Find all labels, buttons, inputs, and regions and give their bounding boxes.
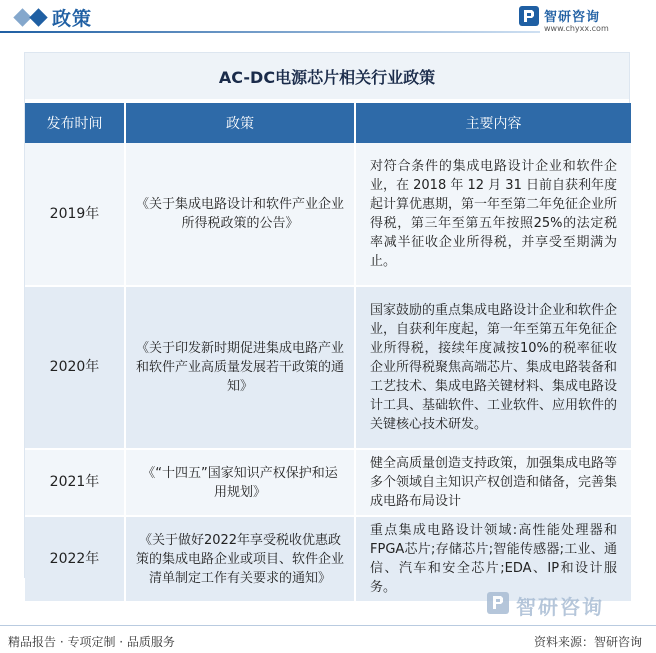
brand-url: www.chyxx.com: [544, 24, 609, 33]
table-header-row: [25, 103, 631, 143]
row-content: 对符合条件的集成电路设计企业和软件企业，在 2018 年 12 月 31 日前自获利年度起计算优惠期，第一年至第二年免征企业所得税，第三年至第五年按照25%的法定税率减半征收企业所得税，并享受至期满为止。: [355, 143, 631, 286]
page-title: 政策: [52, 8, 93, 30]
policy-table: [25, 103, 631, 603]
row-policy: 《关于做好2022年享受税收优惠政策的集成电路企业或项目、软件企业清单制定工作有关要求的通知》: [125, 516, 355, 602]
table-row: [25, 449, 631, 516]
row-content: 重点集成电路设计领域:高性能处理器和FPGA芯片;存储芯片;智能传感器;工业、通信、汽车和安全芯片;EDA、IP和设计服务。: [355, 516, 631, 602]
table-title: AC-DC电源芯片相关行业政策: [25, 53, 629, 103]
footer-slogan: 精品报告 · 专项定制 · 品质服务: [8, 635, 175, 649]
row-year: 2022年: [25, 516, 125, 602]
watermark-text: 智研咨询: [516, 595, 604, 619]
table-row: [25, 286, 631, 449]
row-year: 2021年: [25, 449, 125, 516]
column-header-date: 发布时间: [25, 103, 125, 143]
column-header-policy: 政策: [125, 103, 355, 143]
watermark: [486, 590, 636, 618]
brand-name: 智研咨询: [544, 10, 601, 25]
row-year: 2019年: [25, 143, 125, 286]
row-policy: 《关于印发新时期促进集成电路产业和软件产业高质量发展若干政策的通知》: [125, 286, 355, 449]
policy-table-panel: [24, 52, 630, 595]
footer-source: 资料来源：智研咨询: [533, 635, 642, 649]
brand-logo-block: [518, 5, 638, 35]
diamond-icon: [29, 8, 47, 26]
row-year: 2020年: [25, 286, 125, 449]
row-content: 健全高质量创造支持政策，加强集成电路等多个领域自主知识产权创造和储备，完善集成电路布局设计: [355, 449, 631, 516]
watermark-logo-icon: [486, 591, 510, 615]
column-header-content: 主要内容: [355, 103, 631, 143]
chyxx-logo-icon: [518, 5, 540, 27]
header-divider: [0, 31, 540, 33]
table-row: [25, 143, 631, 286]
page-footer: [0, 619, 656, 653]
page-header: [0, 0, 656, 36]
row-policy: 《“十四五”国家知识产权保护和运用规划》: [125, 449, 355, 516]
row-policy: 《关于集成电路设计和软件产业企业所得税政策的公告》: [125, 143, 355, 286]
footer-divider: [0, 625, 656, 626]
row-content: 国家鼓励的重点集成电路设计企业和软件企业，自获利年度起，第一年至第五年免征企业所得税，接续年度减按10%的税率征收企业所得税聚焦高端芯片、集成电路装备和工艺技术、集成电路关键材料、集成电路设计工具、基础软件、工业软件、应用软件的关键核心技术研发。: [355, 286, 631, 449]
